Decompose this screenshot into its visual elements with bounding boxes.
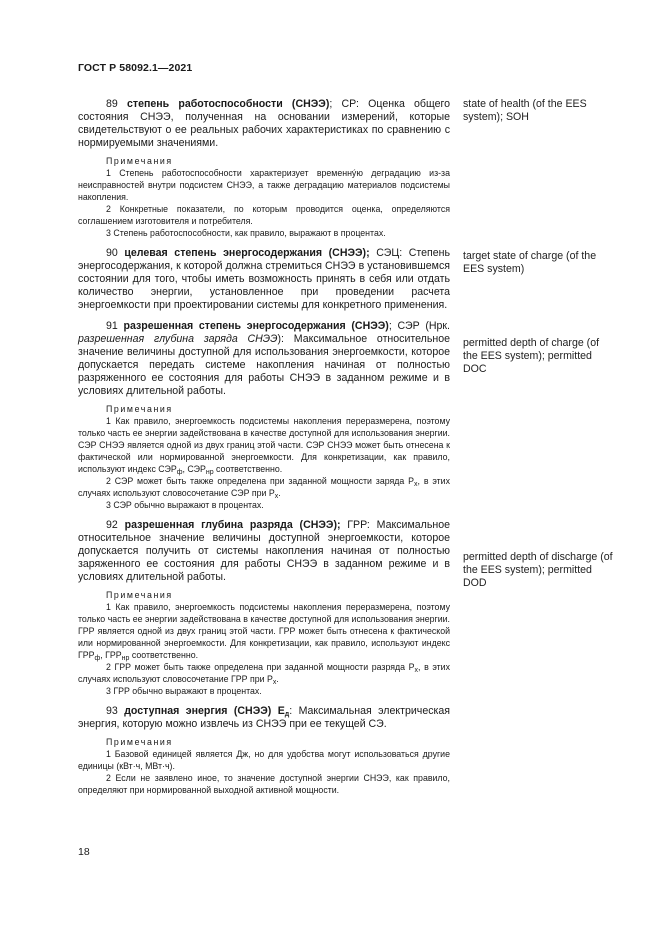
deprecated-term: разрешенная глубина заряда СНЭЭ xyxy=(78,333,278,345)
document-header: ГОСТ Р 58092.1—2021 xyxy=(78,62,193,74)
english-term-89: state of health (of the EES system); SOH xyxy=(463,98,587,123)
term-entry-91 xyxy=(78,320,450,511)
notes-block xyxy=(78,403,450,511)
note: 1 Базовой единицей является Дж, но для удобства могут использоваться другие единицы (кВт·ч, МВт·ч). xyxy=(78,749,450,771)
term-entry-90 xyxy=(78,247,450,312)
note: 2 ГРР может быть также определена при заданной мощности разряда $P_x$, в этих случаях используют словосочетание ГРР при $P_x$. xyxy=(78,662,450,686)
note: 2 Если не заявлено иное, то значение доступной энергии СНЭЭ, как правило, определяют при нормированной выходной активной мощности. xyxy=(78,773,450,795)
notes-block xyxy=(78,736,450,796)
term-entry-93 xyxy=(78,705,450,796)
term-definition: 93 доступная энергия (СНЭЭ) $E_д$: Максимальная электрическая энергия, которую можно извлечь из СНЭЭ при ее текущей СЭ. xyxy=(78,705,450,730)
english-term-90: target state of charge (of the EES system) xyxy=(463,250,597,275)
term-name: разрешенная глубина разряда (СНЭЭ); xyxy=(124,519,341,531)
note: 2 Конкретные показатели, по которым проводится оценка, определяются соглашением изготовителя и потребителя. xyxy=(78,204,450,226)
term-definition: 92 разрешенная глубина разряда (СНЭЭ); ГРР: Максимальное относительное значение величины доступной энергоемкости, которое допускается получить от системы накопления начиная от полностью заряженного ее состояния для работы СНЭЭ в заданном режиме и в условиях длительной работы. xyxy=(78,519,450,583)
term-name: разрешенная степень энергосодержания (СНЭЭ) xyxy=(123,320,389,332)
notes-heading: Примечания xyxy=(106,404,173,414)
notes-block xyxy=(78,155,450,239)
term-definition: 90 целевая степень энергосодержания (СНЭЭ); СЭЦ: Степень энергосодержания, к которой должна стремиться СНЭЭ в установившемся состоянии для того, чтобы иметь возможность принять в себя или отдать количество энергии, установленное при проведении расчета энергоемкости при проектировании системы для конкретного применения. xyxy=(78,247,450,311)
term-name: степень работоспособности (СНЭЭ) xyxy=(127,98,330,110)
note: 2 СЭР может быть также определена при заданной мощности заряда $P_x$, в этих случаях используют словосочетание СЭР при $P_x$. xyxy=(78,476,450,500)
notes-block xyxy=(78,589,450,697)
term-name: доступная энергия (СНЭЭ) $E_д$ xyxy=(124,705,290,718)
english-term-91: permitted depth of charge (of the EES system); permitted DOC xyxy=(463,337,600,375)
term-name: целевая степень энергосодержания (СНЭЭ); xyxy=(124,247,370,259)
note: 3 ГРР обычно выражают в процентах. xyxy=(106,686,262,696)
note: 3 Степень работоспособности, как правило, выражают в процентах. xyxy=(106,228,386,238)
notes-heading: Примечания xyxy=(106,156,173,166)
notes-heading: Примечания xyxy=(106,737,173,747)
term-definition: 91 разрешенная степень энергосодержания (СНЭЭ); СЭР (Нрк. разрешенная глубина заряда СНЭЭ): Максимальное относительное значение величины доступной для использования энергоемкости, которое допускается передать системе накопления начиная от полностью разряженного ее состояния для работы СНЭЭ в заданном режиме и в условиях длительной работы. xyxy=(78,320,450,397)
term-definition: 89 степень работоспособности (СНЭЭ); СР: Оценка общего состояния СНЭЭ, полученная на основании измерений, которые свидетельствуют о ее реальных рабочих характеристиках по сравнению с нормируемыми значениями. xyxy=(78,98,451,149)
notes-heading: Примечания xyxy=(106,590,173,600)
note: 1 Как правило, энергоемкость подсистемы накопления переразмерена, поэтому только часть ее энергии задействована в качестве доступной для использования энергии. ГРР является одной из двух границ этой части. ГРР может быть отнесена к фактической или нормированной энергоемкости. Для конкретизации, как правило, используют индекс $ГРР_ф$, $ГРР_{нр}$ соответственно. xyxy=(78,602,450,662)
term-entry-89 xyxy=(78,98,450,239)
note: 1 Степень работоспособности характеризует временнýю деградацию из-за неисправностей внутри подсистем СНЭЭ, а также деградацию материалов подсистемы накопления. xyxy=(78,168,450,202)
note: 3 СЭР обычно выражают в процентах. xyxy=(106,500,264,510)
term-entry-92 xyxy=(78,519,450,697)
note: 1 Как правило, энергоемкость подсистемы накопления переразмерена, поэтому только часть ее энергии задействована в качестве доступной для использования энергии. СЭР СНЭЭ является одной из двух границ этой части. СЭР СНЭЭ может быть отнесена к фактической или нормированной энергоемкости. Для конкретизации, как правило, используют индекс $СЭР_ф$, $СЭР_{нр}$ соответственно. xyxy=(78,416,450,476)
english-term-92: permitted depth of discharge (of the EES system); permitted DOD xyxy=(463,551,613,589)
page-number: 18 xyxy=(78,846,90,858)
terms-column xyxy=(78,98,450,796)
